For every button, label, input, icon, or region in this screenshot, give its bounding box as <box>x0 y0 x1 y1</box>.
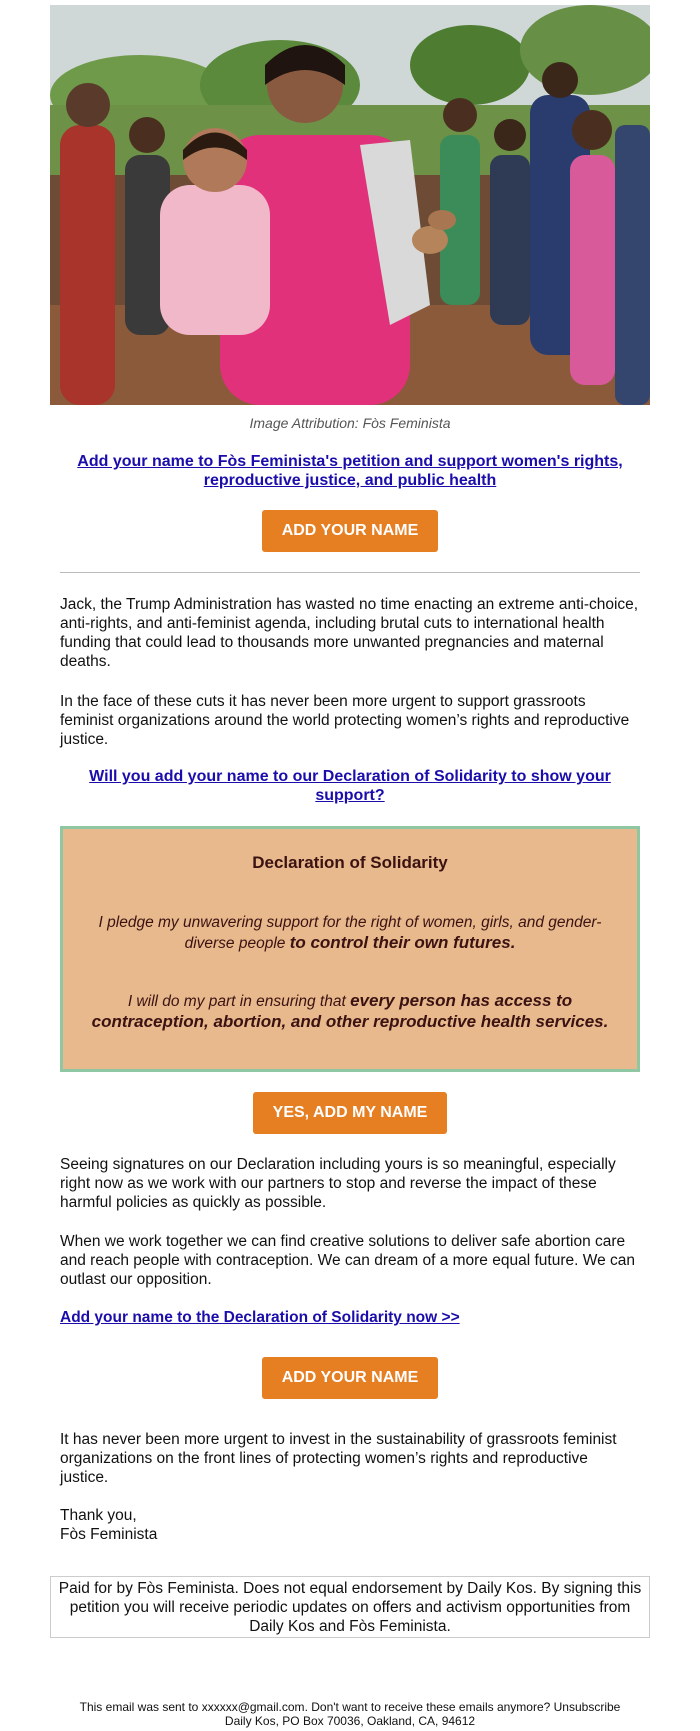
yes-add-my-name-button[interactable]: YES, ADD MY NAME <box>253 1092 447 1134</box>
declaration-title: Declaration of Solidarity <box>252 853 448 872</box>
signatures-paragraph: Seeing signatures on our Declaration including yours is so meaningful, especially right now as we work with our partners to stop and reverse the impact of these harmful policies as quickly as possible. <box>60 1156 616 1211</box>
email-footer-line <box>50 1700 650 1714</box>
declaration-now-link[interactable]: Add your name to the Declaration of Solidarity now >> <box>60 1309 460 1326</box>
intro-paragraph: Jack, the Trump Administration has wasted no time enacting an extreme anti-choice, anti-rights, and anti-feminist agenda, including brutal cuts to international health funding that could lead to thousands more unwanted pregnancies and maternal deaths. <box>60 596 639 670</box>
pledge-2-emphasis: every person has access to contraception, abortion, and other reproductive health services. <box>91 991 609 1031</box>
petition-link-top[interactable]: Add your name to Fòs Feminista's petition and support women's rights, reproductive justice, and public health <box>77 453 623 489</box>
divider <box>60 572 640 573</box>
declaration-pledge-2 <box>83 991 617 1033</box>
sent-to-prefix: This email was sent to <box>79 1700 202 1714</box>
signoff-thanks: Thank you, <box>60 1507 137 1524</box>
together-paragraph: When we work together we can find creative solutions to deliver safe abortion care and reach people with contraception. We can dream of a more equal future. We can outlast our opposition. <box>60 1233 635 1288</box>
unsubscribe-link[interactable]: . Don't want to receive these emails anymore? Unsubscribe <box>304 1700 621 1714</box>
pledge-2-text: I will do my part in ensuring that <box>127 993 351 1010</box>
pledge-1-emphasis: to control their own futures. <box>289 933 516 952</box>
invest-paragraph: It has never been more urgent to invest in the sustainability of grassroots feminist organizations on the front lines of protecting women’s rights and reproductive justice. <box>60 1431 617 1486</box>
declaration-question-link[interactable]: Will you add your name to our Declaration of Solidarity to show your support? <box>89 768 611 804</box>
image-caption: Image Attribution: Fòs Feminista <box>249 415 451 431</box>
pledge-1-text: I pledge my unwavering support for the right of women, girls, and gender-diverse people <box>98 914 602 952</box>
recipient-email: xxxxxx@gmail.com <box>201 1700 305 1714</box>
hero-illustration <box>50 5 650 405</box>
add-your-name-button[interactable]: ADD YOUR NAME <box>262 510 438 552</box>
add-your-name-button-bottom[interactable]: ADD YOUR NAME <box>262 1357 438 1399</box>
declaration-box <box>60 826 640 1072</box>
mailing-address: Daily Kos, PO Box 70036, Oakland, CA, 94612 <box>224 1714 476 1728</box>
declaration-pledge-1 <box>83 913 617 954</box>
hero-photo <box>50 5 650 405</box>
urgency-paragraph: In the face of these cuts it has never been more urgent to support grassroots feminist organizations around the world protecting women’s rights and reproductive justice. <box>60 693 630 748</box>
paid-for-disclaimer: Paid for by Fòs Feminista. Does not equal endorsement by Daily Kos. By signing this petition you will receive periodic updates on offers and activism opportunities from Daily Kos and Fòs Feminista. <box>50 1576 650 1638</box>
signoff-org: Fòs Feminista <box>60 1526 158 1543</box>
